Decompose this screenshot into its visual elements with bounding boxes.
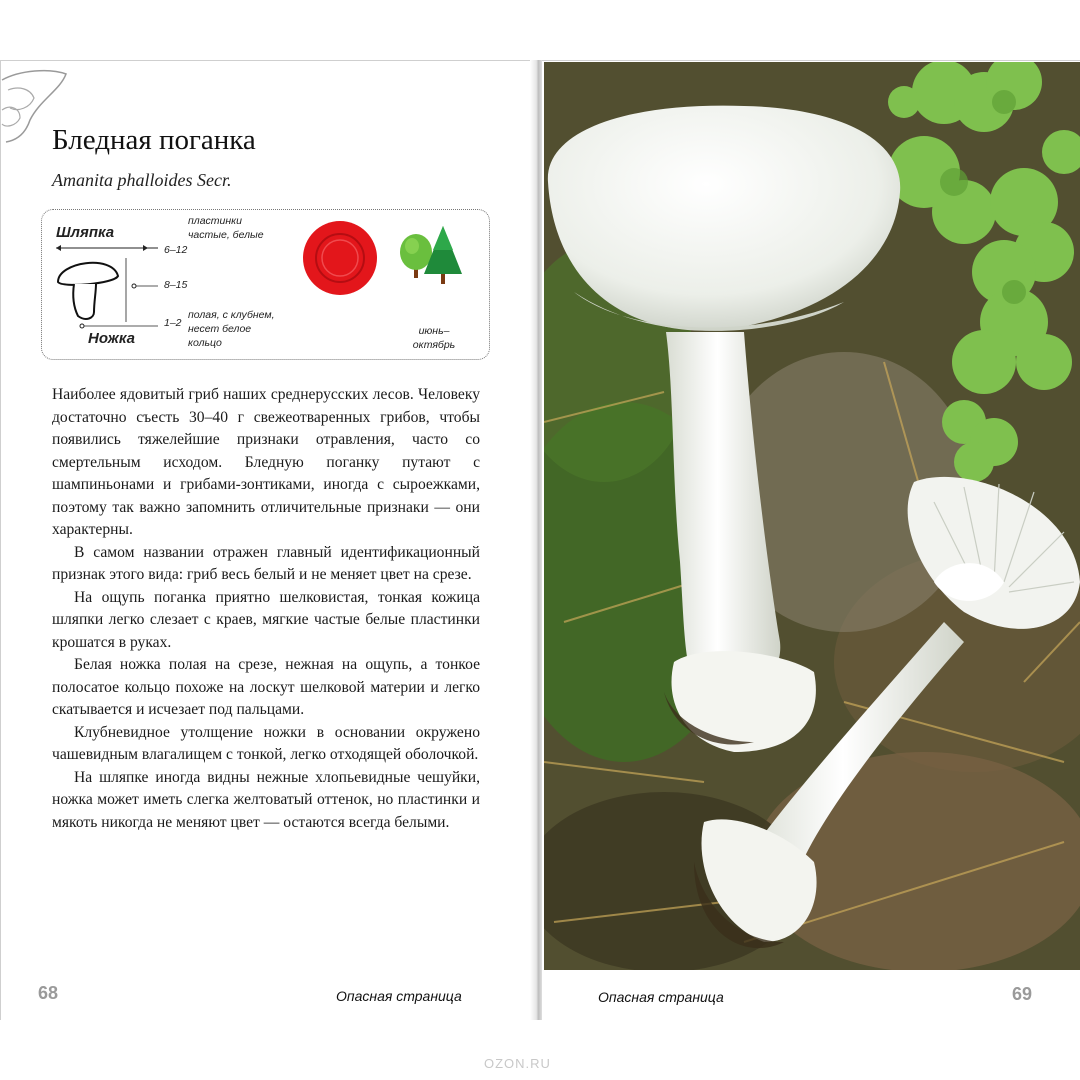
page-number-right: 69 [1012, 984, 1033, 1004]
death-cap-mushrooms-photo [544, 62, 1080, 970]
mushroom-outline-icon [52, 242, 172, 342]
paragraph: Наиболее ядовитый гриб наших среднерусских лесов. Человеку достаточно съесть 30–40 г свежеотваренных грибов, чтобы появились тяжелейшие признаки отравления, часто со смертельным исходом. Бледную поганку путают с шампиньонами и грибами-зонтиками, иногда с сыроежками, поэтому так важно запомнить отличительные признаки — они характерны. [52, 386, 480, 538]
stem-label: Ножка [88, 330, 135, 347]
stem-thickness: 1–2 [164, 317, 182, 329]
danger-circle-icon [300, 218, 380, 298]
paragraph: На шляпке иногда видны нежные хлопьевидные чешуйки, ножка может иметь слегка желтоватый оттенок, но пластинки и мякоть никогда не меняют цвет — остаются всегда белыми. [52, 768, 480, 831]
stem-note: полая, с клубнем, несет белое кольцо [188, 309, 275, 349]
latin-name: Amanita phalloides Secr. [52, 170, 232, 190]
paragraph: На ощупь поганка приятно шелковистая, тонкая кожица шляпки легко слезает с краев, мягкие частые белые пластинки крошатся в руках. [52, 588, 480, 651]
watermark-text: OZON.RU [484, 1056, 551, 1071]
footer-right: Опасная страница [598, 989, 724, 1005]
gills-note: пластинки частые, белые [188, 215, 264, 241]
paragraph: Клубневидное утолщение ножки в основании окружено чашевидным влагалищем с тонкой, легко отходящей оболочкой. [52, 723, 480, 763]
paragraph: Белая ножка полая на срезе, нежная на ощупь, а тонкое полосатое кольцо похоже на лоскут шелковой материи и легко скатывается и исчезает под пальцами. [52, 656, 480, 718]
stem-length: 8–15 [164, 279, 188, 291]
footer-left: Опасная страница [336, 988, 462, 1004]
article-body [52, 384, 480, 834]
mushroom-infobox [41, 209, 490, 360]
forest-trees-icon [398, 224, 466, 290]
cap-size: 6–12 [164, 244, 188, 256]
page-title: Бледная поганка [52, 124, 256, 156]
paragraph: В самом названии отражен главный идентификационный признак этого вида: гриб весь белый и не меняет цвет на срезе. [52, 543, 480, 583]
cap-label: Шляпка [56, 224, 115, 241]
page-number-left: 68 [38, 983, 59, 1003]
season: июнь– октябрь [412, 325, 456, 351]
